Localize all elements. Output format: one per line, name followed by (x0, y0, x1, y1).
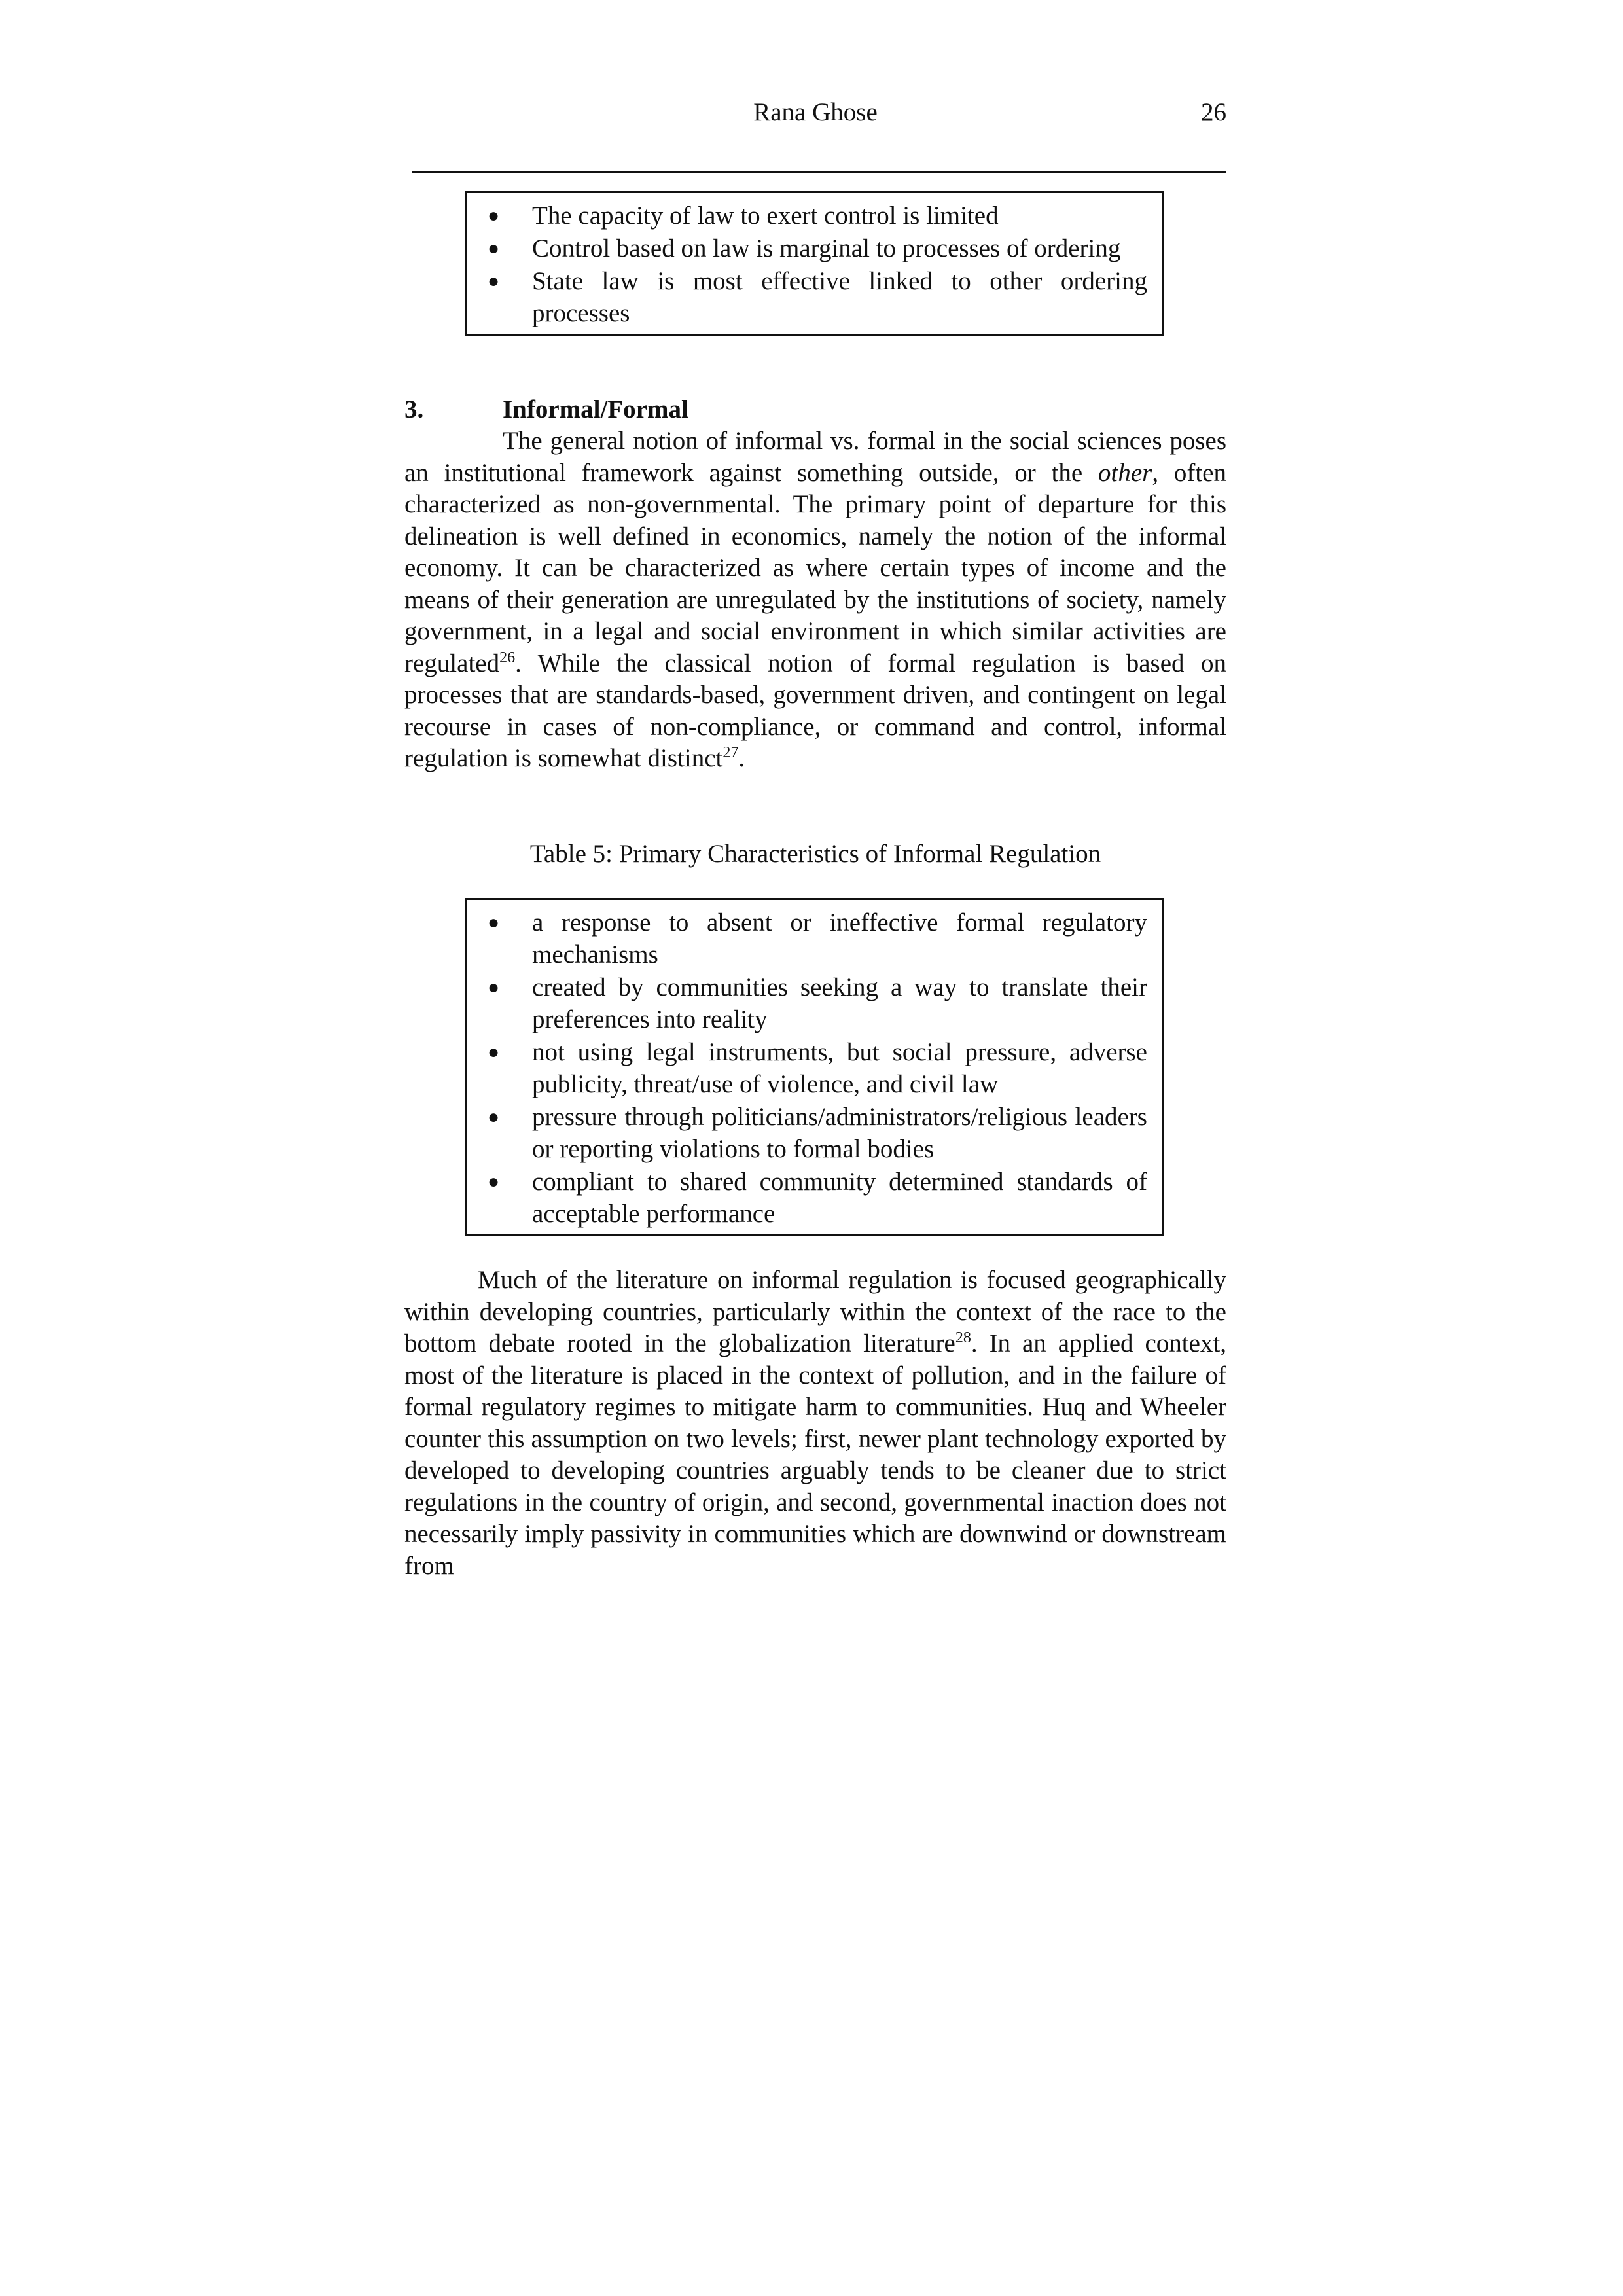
list-item-text: created by communities seeking a way to translate their preferences into reality (532, 973, 1147, 1033)
law-control-list (481, 200, 1147, 329)
bullet-icon: ● (488, 1041, 500, 1063)
bullet-icon: ● (488, 270, 500, 292)
footnote-ref: 28 (955, 1329, 971, 1346)
emphasis-text: other (1098, 458, 1152, 487)
law-control-box (465, 191, 1164, 336)
list-item (481, 265, 1147, 329)
bullet-icon: ● (488, 912, 500, 933)
paragraph-text: The general notion of informal vs. formal in the social sciences poses an institutional framework against something outside, or the (404, 427, 1226, 487)
informal-regulation-box (465, 898, 1164, 1236)
list-item (481, 906, 1147, 971)
list-item-text: Control based on law is marginal to processes of ordering (532, 234, 1121, 262)
list-item (481, 200, 1147, 232)
paragraph-text: , often characterized as non-governmental. The primary point of departure for this delineation is well defined in economics, namely the notion of the informal economy. It can be characterized as where certain types of income and the means of their generation are unregulated by the institutions of society, namely government, in a legal and social environment in which similar activities are regulated (404, 458, 1226, 677)
list-item-text: not using legal instruments, but social pressure, adverse publicity, threat/use of violence, and civil law (532, 1038, 1147, 1098)
list-item (481, 1036, 1147, 1100)
running-head (404, 96, 1226, 130)
bullet-icon: ● (488, 1106, 500, 1128)
list-item-text: State law is most effective linked to other ordering processes (532, 267, 1147, 327)
paragraph-text: . (738, 744, 745, 772)
footnote-ref: 27 (722, 744, 739, 761)
section-title: Informal/Formal (503, 395, 688, 423)
header-rule (412, 171, 1226, 173)
running-head-author: Rana Ghose (753, 98, 878, 126)
list-item (481, 1166, 1147, 1230)
page-number: 26 (1201, 98, 1226, 126)
bullet-icon: ● (488, 1171, 500, 1193)
paragraph-literature (404, 1265, 1226, 1582)
list-item-text: a response to absent or ineffective formal regulatory mechanisms (532, 908, 1147, 969)
informal-regulation-list (481, 906, 1147, 1230)
list-item (481, 1101, 1147, 1165)
paragraph-text: . In an applied context, most of the literature is placed in the context of pollution, and in the failure of formal regulatory regimes to mitigate harm to communities. Huq and Wheeler counter this assumption on two levels; first, newer plant technology exported by developed to developing countries arguably tends to be cleaner due to strict regulations in the country of origin, and second, governmental inaction does not necessarily imply passivity in communities which are downwind or downstream from (404, 1329, 1226, 1580)
bullet-icon: ● (488, 238, 500, 259)
table-caption: Table 5: Primary Characteristics of Informal Regulation (529, 840, 1101, 868)
paragraph-informal-formal (404, 425, 1226, 775)
bullet-icon: ● (488, 205, 500, 226)
list-item (481, 971, 1147, 1035)
bullet-icon: ● (488, 977, 500, 998)
paragraph-text: . While the classical notion of formal regulation is based on processes that are standards-based, government driven, and contingent on legal recourse in cases of non-compliance, or command and control, informal regulation is somewhat distinct (404, 649, 1226, 772)
paragraph-text: Much of the literature on informal regulation is focused geographically within developing countries, particularly within the context of the race to the bottom debate rooted in the globalization literature (404, 1266, 1226, 1357)
section-number: 3. (404, 395, 424, 423)
list-item-text: The capacity of law to exert control is limited (532, 202, 999, 230)
list-item-text: compliant to shared community determined standards of acceptable performance (532, 1168, 1147, 1228)
footnote-ref: 26 (499, 649, 516, 666)
list-item (481, 232, 1147, 264)
list-item-text: pressure through politicians/administrators/religious leaders or reporting violations to formal bodies (532, 1103, 1147, 1163)
